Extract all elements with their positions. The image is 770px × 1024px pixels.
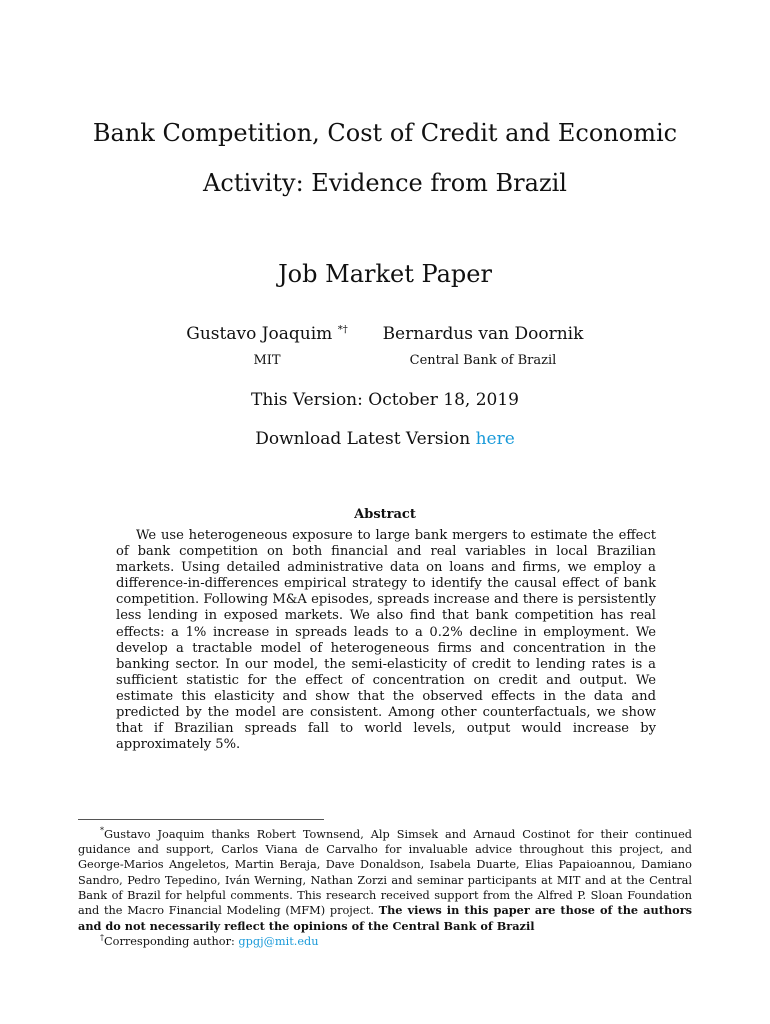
author-1-name: Gustavo Joaquim [186, 324, 333, 344]
paper-subtitle: Job Market Paper [278, 260, 492, 288]
download-link[interactable]: here [475, 429, 515, 449]
author-2-name: Bernardus van Doornik [382, 324, 584, 344]
footnote-rule [78, 819, 324, 820]
author-1-marks: *† [337, 324, 348, 336]
abstract-heading: Abstract [354, 507, 416, 522]
footnote-2-mark: † [100, 933, 104, 942]
author-2-affiliation: Central Bank of Brazil [409, 353, 557, 368]
author-2 [372, 324, 594, 344]
title-line-2: Activity: Evidence from Brazil [203, 169, 567, 197]
version-date: This Version: October 18, 2019 [251, 390, 519, 410]
abstract-text: We use heterogeneous exposure to large bank mergers to estimate the effect of bank competition on both financial and real variables in local Brazilian markets. Using detailed administrative data on loans and firms, we employ a difference-in-differences empirical strategy to identify the causal effect of bank competition. Following M&A episodes, spreads increase and there is persistently less lending in exposed markets. We also find that bank competition has real effects: a 1% increase in spreads leads to a 0.2% decline in employment. We develop a tractable model of heterogeneous firms and concentration in the banking sector. In our model, the semi-elasticity of credit to lending rates is a sufficient statistic for the effect of concentration on credit and output. We estimate this elasticity and show that the observed effects in the data and predicted by the model are consistent. Among other counterfactuals, we show that if Brazilian spreads fall to world levels, output would increase by approximately 5%. [116, 528, 656, 753]
footnote-2-text: Corresponding author: [104, 934, 235, 948]
footnote-1-mark: * [100, 826, 104, 835]
corresponding-email-link[interactable]: gpgj@mit.edu [238, 934, 319, 948]
footnote-2 [78, 930, 692, 949]
title-line-1: Bank Competition, Cost of Credit and Economic [92, 119, 678, 147]
download-line [0, 429, 770, 449]
footnote-1-disclaimer: The views in this paper are those of the authors and do not necessarily reflect the opinions of the Central Bank of Brazil [78, 903, 693, 933]
author-1-affiliation: MIT [253, 353, 281, 368]
footnote-1-text: Gustavo Joaquim thanks Robert Townsend, Alp Simsek and Arnaud Costinot for their continued guidance and support, Carlos Viana de Carvalho for invaluable advice throughout this project, and George-Marios Angeletos, Martin Beraja, Dave Donaldson, Isabela Duarte, Elias Papaioannou, Damiano Sandro, Pedro Tepedino, Iván Werning, Nathan Zorzi and seminar participants at MIT and at the Central Bank of Brazil for helpful comments. This research received support from the Alfred P. Sloan Foundation and the Macro Financial Modeling (MFM) project. [78, 827, 692, 918]
paper-title [0, 108, 770, 208]
footnote-1 [78, 823, 692, 934]
download-text: Download Latest Version [255, 429, 471, 449]
author-1 [160, 324, 374, 344]
